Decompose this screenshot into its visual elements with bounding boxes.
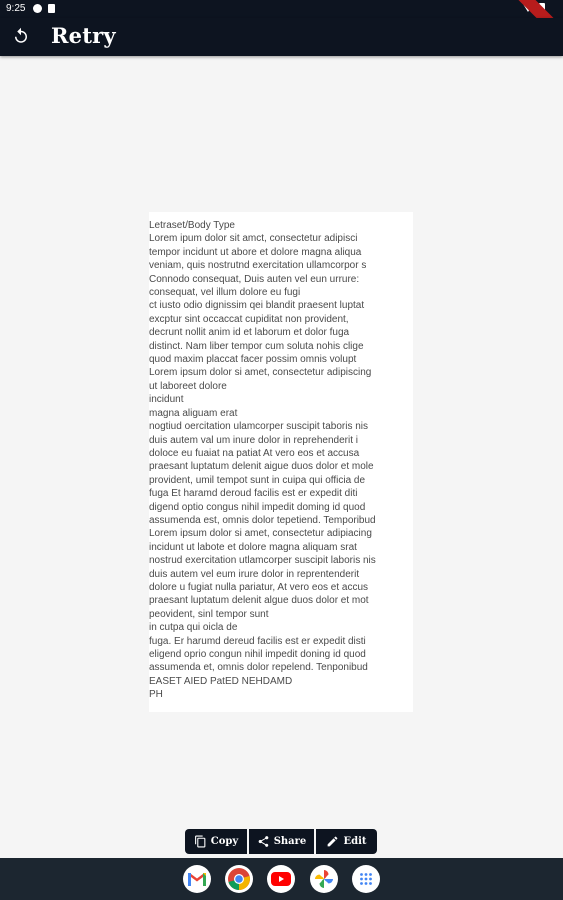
chrome-icon[interactable] — [225, 865, 253, 893]
share-button[interactable] — [249, 829, 314, 854]
photos-icon[interactable] — [310, 865, 338, 893]
copy-button[interactable] — [185, 829, 247, 854]
page-title: Retry — [51, 23, 116, 48]
app-drawer-icon[interactable] — [352, 865, 380, 893]
refresh-back-icon[interactable] — [10, 25, 32, 47]
youtube-icon[interactable] — [267, 865, 295, 893]
share-icon — [257, 835, 270, 848]
copy-icon — [194, 835, 207, 848]
pencil-icon — [326, 835, 339, 848]
status-time: 9:25 — [6, 3, 26, 14]
settings-status-icon — [33, 4, 42, 13]
document-preview — [149, 212, 413, 712]
edit-label: Edit — [343, 836, 367, 847]
gmail-icon[interactable] — [183, 865, 211, 893]
sim-card-icon — [48, 4, 55, 13]
navigation-dock — [0, 858, 563, 900]
action-bar — [185, 829, 377, 854]
app-bar — [0, 18, 563, 56]
edit-button[interactable] — [316, 829, 377, 854]
copy-label: Copy — [210, 836, 239, 847]
status-bar — [0, 0, 563, 18]
share-label: Share — [273, 836, 307, 847]
document-text: Letraset/Body Type Lorem ipum dolor sit amct, consectetur adipisci tempor incidunt ut abore et dolore magna aliqua veniam, quis nostrutnd exercitation ullamcorpor s Connodo consequat, Duis auten vel eun urrure: consequat, vel illum dolore eu fugi ct iusto odio dignissim qei blandit praesent luptat excptur sint occaccat cupiditat non provident, decrunt nollit anim id et laborum et dolor fuga distinct. Nam liber tempor cum soluta nohis clige quod maxim placcat facer possim omnis volupt Lorem ipsum dolor si amet, consectetur adipiscing ut laboreet dolore incidunt magna aliguam erat nogtiud oercitation ulamcorper suscipit taboris nis duis autem val um inure dolor in reprehenderit i doloce eu fuaiat na patiat At vero eos et accusa praesant luptatum delenit aigue duos dolor et mole provident, umil tempot sunt in cuipa qui officia de fuga Et haramd deroud facilis est er expedit diti digend optio congus nihil impedit doming id quod assumenda est, omnis dolor tepetiend. Temporibud Lorem ipsum dolor si amet, consectetur adipiacing incidunt ut labote et dolore magna aliquam srat nostrud exercitation utlamcorper suscipit laboris nis duis autem vel eum irure dolor in reprentenderit dolore u fugiat nulla pariatur, At vero eos et accus praesant luptatum delenit algue duos dolor et mot peovident, sinl tempor sunt in cutpa qui oicla de fuga. Er harumd dereud facilis est er expedit disti eligend oprio congun nihil impedit doning id quod assumenda et, omnis dolor repelend. Tenponibud EASET AIED PatED NEHDAMD PH — [149, 220, 376, 701]
